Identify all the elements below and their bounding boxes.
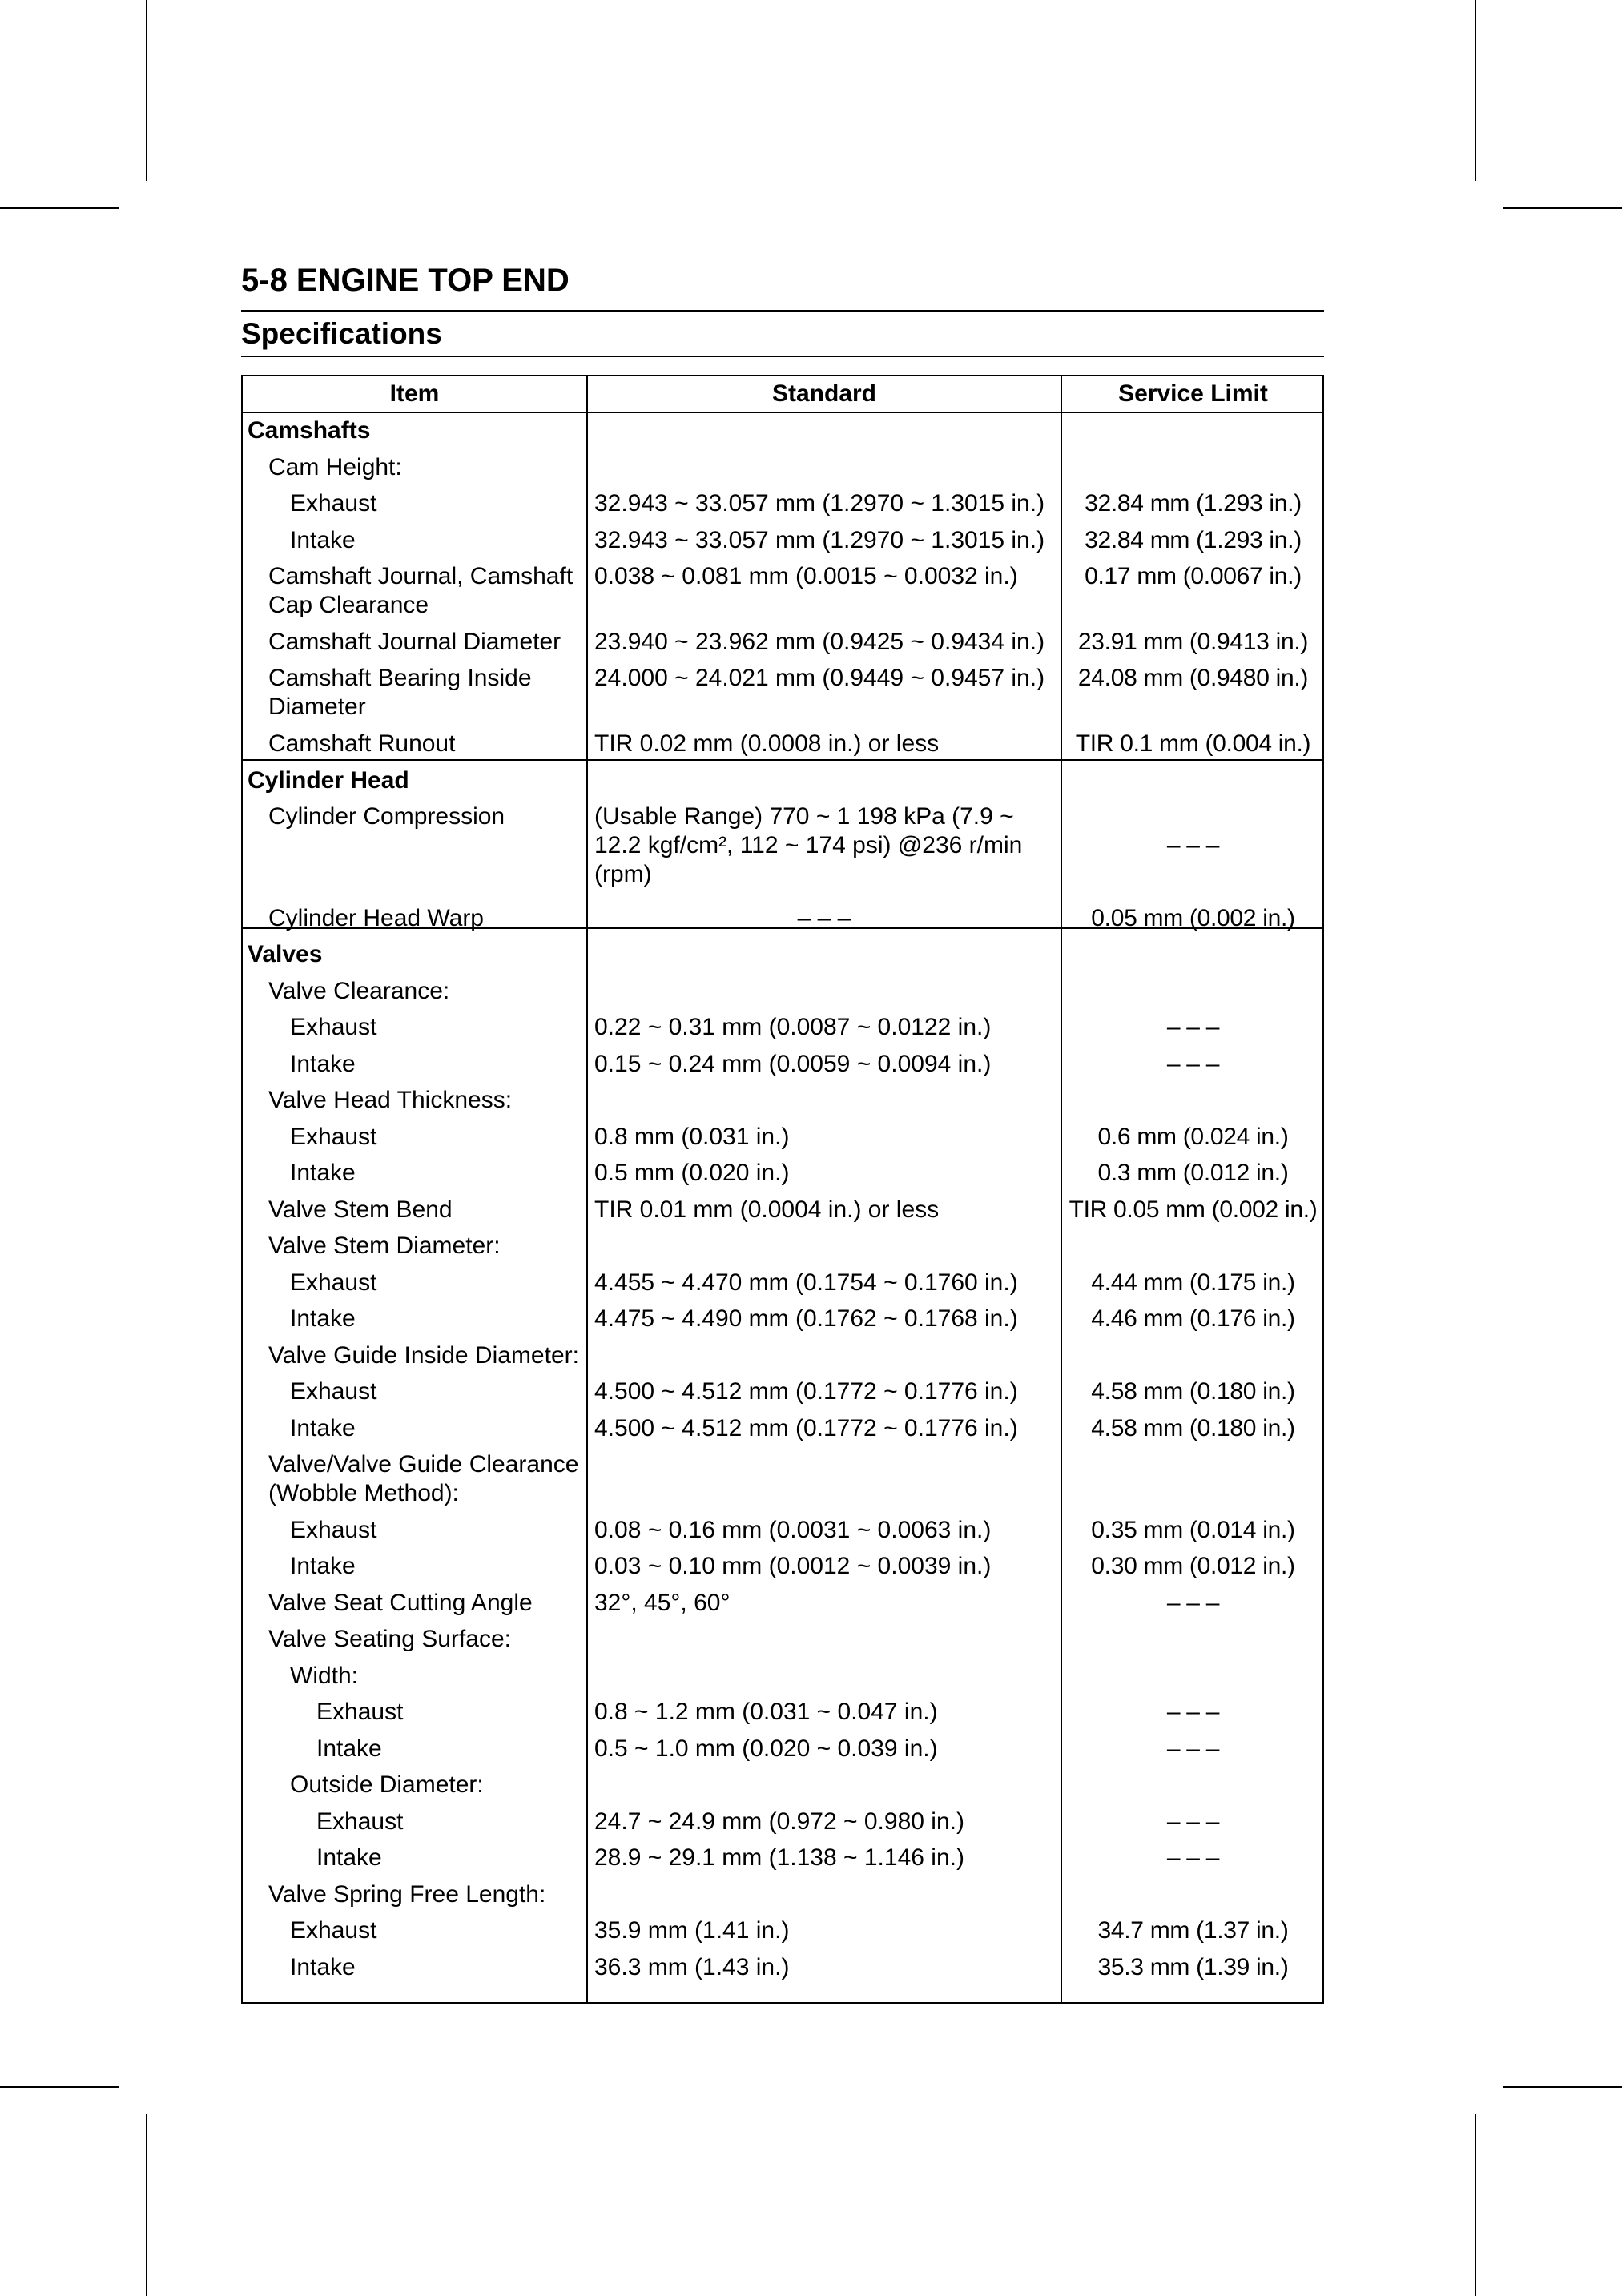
spec-standard: 35.9 mm (1.41 in.) bbox=[594, 1917, 790, 1944]
spec-standard: 0.5 ~ 1.0 mm (0.020 ~ 0.039 in.) bbox=[594, 1735, 938, 1762]
spec-service-limit: 0.30 mm (0.012 in.) bbox=[1091, 1553, 1295, 1579]
section-title: Specifications bbox=[241, 317, 442, 350]
spec-service-limit: 24.08 mm (0.9480 in.) bbox=[1077, 665, 1309, 691]
spec-item: Outside Diameter: bbox=[290, 1771, 484, 1798]
column-divider bbox=[586, 376, 588, 2002]
crop-mark bbox=[1503, 207, 1622, 209]
spec-service-limit: 35.3 mm (1.39 in.) bbox=[1097, 1954, 1289, 1980]
spec-service-limit: 34.7 mm (1.37 in.) bbox=[1097, 1917, 1289, 1944]
spec-standard: 24.000 ~ 24.021 mm (0.9449 ~ 0.9457 in.) bbox=[594, 665, 1045, 691]
spec-service-limit: 0.35 mm (0.014 in.) bbox=[1091, 1517, 1295, 1543]
spec-service-limit: 0.3 mm (0.012 in.) bbox=[1097, 1160, 1289, 1186]
spec-item: Intake bbox=[316, 1844, 382, 1871]
section-divider bbox=[243, 759, 1322, 761]
spec-standard: 0.15 ~ 0.24 mm (0.0059 ~ 0.0094 in.) bbox=[594, 1051, 992, 1077]
spec-service-limit: – – – bbox=[1166, 1844, 1220, 1871]
spec-standard: 0.8 ~ 1.2 mm (0.031 ~ 0.047 in.) bbox=[594, 1699, 938, 1725]
spec-standard: TIR 0.02 mm (0.0008 in.) or less bbox=[594, 730, 940, 757]
spec-item: Intake bbox=[290, 527, 356, 553]
crop-mark bbox=[146, 2114, 147, 2296]
crop-mark bbox=[1503, 2086, 1622, 2088]
spec-standard: (Usable Range) 770 ~ 1 198 kPa (7.9 ~ 12.2 kgf/cm², 112 ~ 174 psi) @236 r/min (rpm) bbox=[594, 803, 1023, 887]
spec-service-limit: – – – bbox=[1166, 1014, 1220, 1040]
spec-item: Camshaft Runout bbox=[268, 730, 456, 757]
spec-item: Exhaust bbox=[290, 490, 377, 517]
spec-service-limit: 32.84 mm (1.293 in.) bbox=[1085, 527, 1302, 553]
spec-standard: 24.7 ~ 24.9 mm (0.972 ~ 0.980 in.) bbox=[594, 1808, 964, 1835]
spec-item: Cylinder Head Warp bbox=[268, 905, 484, 931]
spec-service-limit: TIR 0.1 mm (0.004 in.) bbox=[1075, 730, 1311, 757]
spec-standard: 32°, 45°, 60° bbox=[594, 1590, 731, 1616]
spec-item: Valve Head Thickness: bbox=[268, 1087, 513, 1113]
spec-item: Camshaft Journal Diameter bbox=[268, 629, 561, 655]
spec-item: Valve Seating Surface: bbox=[268, 1626, 511, 1652]
spec-item: Intake bbox=[290, 1954, 356, 1980]
spec-service-limit: – – – bbox=[1166, 1051, 1220, 1077]
spec-item: Valve Guide Inside Diameter: bbox=[268, 1342, 579, 1369]
column-header-item: Item bbox=[389, 380, 440, 407]
spec-item: Valve Seat Cutting Angle bbox=[268, 1590, 533, 1616]
section-heading: Camshafts bbox=[248, 417, 371, 444]
spec-service-limit: 4.58 mm (0.180 in.) bbox=[1091, 1378, 1295, 1405]
spec-item: Exhaust bbox=[290, 1917, 377, 1944]
spec-item: Intake bbox=[290, 1051, 356, 1077]
section-rule bbox=[241, 356, 1324, 357]
spec-service-limit: – – – bbox=[1166, 1735, 1220, 1762]
column-header-service-limit: Service Limit bbox=[1118, 380, 1268, 407]
crop-mark bbox=[146, 0, 147, 181]
specifications-table bbox=[241, 375, 1324, 2004]
spec-standard: 32.943 ~ 33.057 mm (1.2970 ~ 1.3015 in.) bbox=[594, 527, 1045, 553]
spec-item: Intake bbox=[316, 1735, 382, 1762]
spec-standard: 23.940 ~ 23.962 mm (0.9425 ~ 0.9434 in.) bbox=[594, 629, 1045, 655]
spec-item: Exhaust bbox=[316, 1808, 404, 1835]
spec-item: Valve/Valve Guide Clearance (Wobble Method): bbox=[268, 1451, 579, 1506]
spec-standard: 32.943 ~ 33.057 mm (1.2970 ~ 1.3015 in.) bbox=[594, 490, 1045, 517]
column-header-standard: Standard bbox=[771, 380, 877, 407]
spec-standard: – – – bbox=[797, 905, 851, 931]
spec-service-limit: – – – bbox=[1166, 832, 1220, 858]
spec-item: Valve Clearance: bbox=[268, 978, 450, 1004]
section-heading: Valves bbox=[248, 941, 323, 967]
spec-item: Camshaft Journal, Camshaft Cap Clearance bbox=[268, 563, 574, 618]
spec-standard: 4.455 ~ 4.470 mm (0.1754 ~ 0.1760 in.) bbox=[594, 1269, 1018, 1296]
spec-item: Valve Stem Diameter: bbox=[268, 1232, 501, 1259]
spec-service-limit: 4.44 mm (0.175 in.) bbox=[1091, 1269, 1295, 1296]
spec-standard: 4.475 ~ 4.490 mm (0.1762 ~ 0.1768 in.) bbox=[594, 1305, 1018, 1332]
spec-item: Exhaust bbox=[290, 1014, 377, 1040]
crop-mark bbox=[0, 2086, 119, 2088]
spec-standard: 0.03 ~ 0.10 mm (0.0012 ~ 0.0039 in.) bbox=[594, 1553, 992, 1579]
spec-standard: 0.038 ~ 0.081 mm (0.0015 ~ 0.0032 in.) bbox=[594, 563, 1018, 589]
spec-standard: 0.08 ~ 0.16 mm (0.0031 ~ 0.0063 in.) bbox=[594, 1517, 992, 1543]
spec-item: Valve Stem Bend bbox=[268, 1196, 453, 1223]
spec-item: Valve Spring Free Length: bbox=[268, 1881, 546, 1908]
spec-standard: 4.500 ~ 4.512 mm (0.1772 ~ 0.1776 in.) bbox=[594, 1378, 1018, 1405]
spec-standard: 0.8 mm (0.031 in.) bbox=[594, 1124, 790, 1150]
crop-mark bbox=[0, 207, 119, 209]
title-rule bbox=[241, 310, 1324, 312]
section-heading: Cylinder Head bbox=[248, 767, 409, 794]
spec-standard: 4.500 ~ 4.512 mm (0.1772 ~ 0.1776 in.) bbox=[594, 1415, 1018, 1442]
crop-mark bbox=[1475, 2114, 1476, 2296]
spec-service-limit: 0.6 mm (0.024 in.) bbox=[1097, 1124, 1289, 1150]
spec-service-limit: – – – bbox=[1166, 1699, 1220, 1725]
spec-service-limit: – – – bbox=[1166, 1808, 1220, 1835]
spec-standard: 28.9 ~ 29.1 mm (1.138 ~ 1.146 in.) bbox=[594, 1844, 964, 1871]
spec-item: Exhaust bbox=[290, 1378, 377, 1405]
spec-service-limit: 23.91 mm (0.9413 in.) bbox=[1077, 629, 1309, 655]
spec-standard: 0.5 mm (0.020 in.) bbox=[594, 1160, 790, 1186]
spec-item: Camshaft Bearing Inside Diameter bbox=[268, 665, 532, 720]
spec-item: Cam Height: bbox=[268, 454, 402, 481]
spec-standard: 0.22 ~ 0.31 mm (0.0087 ~ 0.0122 in.) bbox=[594, 1014, 992, 1040]
spec-standard: 36.3 mm (1.43 in.) bbox=[594, 1954, 790, 1980]
spec-standard: TIR 0.01 mm (0.0004 in.) or less bbox=[594, 1196, 940, 1223]
spec-service-limit: 32.84 mm (1.293 in.) bbox=[1085, 490, 1302, 517]
spec-item: Exhaust bbox=[316, 1699, 404, 1725]
spec-item: Exhaust bbox=[290, 1517, 377, 1543]
spec-item: Intake bbox=[290, 1415, 356, 1442]
spec-item: Intake bbox=[290, 1553, 356, 1579]
spec-item: Exhaust bbox=[290, 1124, 377, 1150]
spec-service-limit: 4.46 mm (0.176 in.) bbox=[1091, 1305, 1295, 1332]
spec-service-limit: – – – bbox=[1166, 1590, 1220, 1616]
spec-service-limit: 0.17 mm (0.0067 in.) bbox=[1085, 563, 1302, 589]
spec-service-limit: 0.05 mm (0.002 in.) bbox=[1091, 905, 1295, 931]
crop-mark bbox=[1475, 0, 1476, 181]
spec-service-limit: TIR 0.05 mm (0.002 in.) bbox=[1069, 1196, 1318, 1223]
spec-service-limit: 4.58 mm (0.180 in.) bbox=[1091, 1415, 1295, 1442]
header-divider bbox=[243, 412, 1322, 413]
spec-item: Exhaust bbox=[290, 1269, 377, 1296]
spec-item: Width: bbox=[290, 1663, 359, 1689]
page-title: 5-8 ENGINE TOP END bbox=[241, 263, 570, 298]
spec-item: Intake bbox=[290, 1305, 356, 1332]
spec-item: Cylinder Compression bbox=[268, 803, 505, 830]
spec-item: Intake bbox=[290, 1160, 356, 1186]
